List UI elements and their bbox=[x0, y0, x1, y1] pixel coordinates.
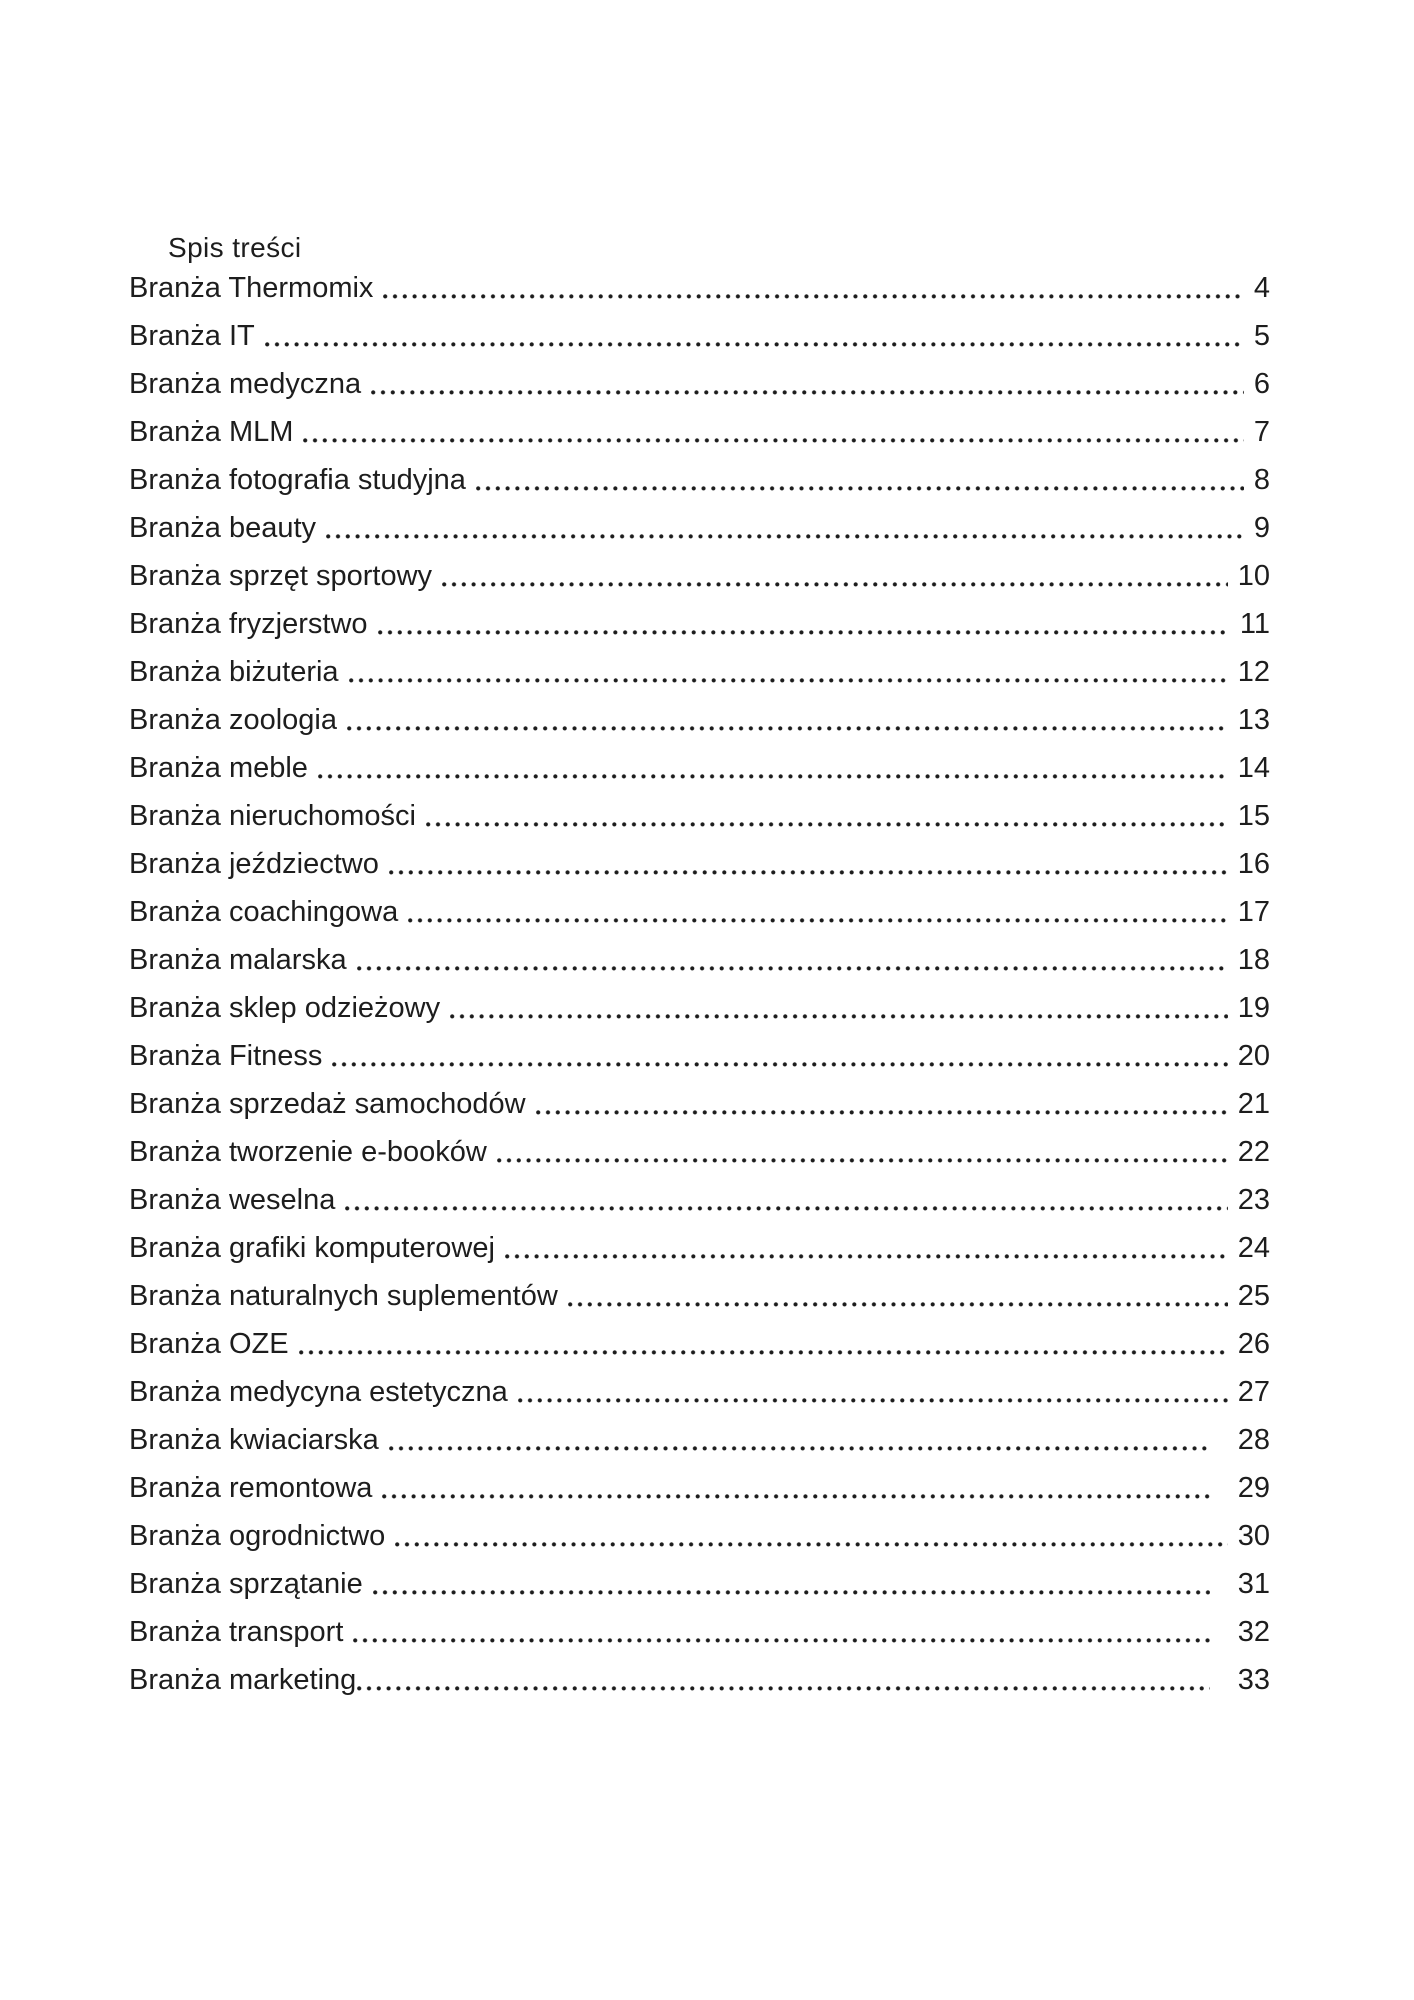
toc-entry-page-number: 4 bbox=[1253, 272, 1270, 304]
dot-leader bbox=[568, 1302, 1228, 1307]
toc-entry bbox=[129, 1128, 1270, 1176]
toc-entry-label: Branża beauty bbox=[129, 512, 317, 544]
toc-entry-label: Branża nieruchomości bbox=[129, 800, 416, 832]
toc-entry-page-number: 16 bbox=[1237, 848, 1270, 880]
toc-entry-label: Branża tworzenie e-booków bbox=[129, 1136, 487, 1168]
dot-leader bbox=[389, 870, 1228, 875]
toc-entry-page-number: 25 bbox=[1237, 1280, 1270, 1312]
toc-entry-label: Branża kwiaciarska bbox=[129, 1424, 379, 1456]
toc-entry-page-number: 14 bbox=[1237, 752, 1270, 784]
dot-leader bbox=[426, 822, 1228, 827]
toc-entry-page-number: 5 bbox=[1253, 320, 1270, 352]
toc-entry-page-number: 7 bbox=[1253, 416, 1270, 448]
toc-entry-label: Branża OZE bbox=[129, 1328, 289, 1360]
toc-entry-label: Branża Thermomix bbox=[129, 272, 374, 304]
table-of-contents bbox=[129, 264, 1270, 1704]
toc-entry-page-number: 31 bbox=[1237, 1568, 1270, 1600]
toc-entry bbox=[129, 1224, 1270, 1272]
toc-entry bbox=[129, 696, 1270, 744]
dot-leader bbox=[505, 1254, 1228, 1259]
toc-entry bbox=[129, 888, 1270, 936]
toc-entry-label: Branża fotografia studyjna bbox=[129, 464, 466, 496]
dot-leader bbox=[450, 1014, 1228, 1019]
toc-entry-label: Branża sprzątanie bbox=[129, 1568, 363, 1600]
toc-entry-page-number: 9 bbox=[1253, 512, 1270, 544]
toc-entry-page-number: 12 bbox=[1237, 656, 1270, 688]
toc-entry bbox=[129, 1032, 1270, 1080]
toc-entry-label: Branża jeździectwo bbox=[129, 848, 379, 880]
toc-entry-label: Branża fryzjerstwo bbox=[129, 608, 368, 640]
toc-entry-label: Branża sprzęt sportowy bbox=[129, 560, 433, 592]
dot-leader bbox=[265, 342, 1244, 347]
dot-leader bbox=[345, 1206, 1227, 1211]
toc-entry-label: Branża medyczna bbox=[129, 368, 362, 400]
toc-entry bbox=[129, 984, 1270, 1032]
toc-entry bbox=[129, 456, 1270, 504]
dot-leader bbox=[476, 486, 1244, 491]
toc-entry-label: Branża weselna bbox=[129, 1184, 336, 1216]
dot-leader bbox=[408, 918, 1228, 923]
toc-entry bbox=[129, 552, 1270, 600]
table-of-contents-section bbox=[129, 232, 1270, 1704]
dot-leader bbox=[353, 1638, 1209, 1643]
toc-entry-page-number: 30 bbox=[1237, 1520, 1270, 1552]
toc-entry-label: Branża meble bbox=[129, 752, 308, 784]
toc-entry bbox=[129, 312, 1270, 360]
dot-leader bbox=[347, 726, 1228, 731]
toc-entry bbox=[129, 1080, 1270, 1128]
toc-entry bbox=[129, 1464, 1270, 1512]
toc-entry bbox=[129, 1656, 1270, 1704]
toc-entry-page-number: 33 bbox=[1237, 1664, 1270, 1696]
toc-entry-label: Branża remontowa bbox=[129, 1472, 373, 1504]
dot-leader bbox=[395, 1542, 1227, 1547]
dot-leader bbox=[383, 294, 1243, 299]
toc-entry bbox=[129, 408, 1270, 456]
dot-leader bbox=[518, 1398, 1228, 1403]
toc-entry-label: Branża zoologia bbox=[129, 704, 337, 736]
toc-entry-page-number: 11 bbox=[1239, 608, 1270, 640]
dot-leader bbox=[442, 582, 1228, 587]
toc-entry-page-number: 21 bbox=[1237, 1088, 1270, 1120]
dot-leader bbox=[536, 1110, 1228, 1115]
toc-entry bbox=[129, 264, 1270, 312]
dot-leader bbox=[332, 1062, 1227, 1067]
toc-entry-label: Branża Fitness bbox=[129, 1040, 323, 1072]
toc-entry-label: Branża sklep odzieżowy bbox=[129, 992, 441, 1024]
dot-leader bbox=[318, 774, 1228, 779]
toc-entry-page-number: 24 bbox=[1237, 1232, 1270, 1264]
dot-leader bbox=[326, 534, 1244, 539]
toc-entry-label: Branża IT bbox=[129, 320, 255, 352]
toc-entry bbox=[129, 1560, 1270, 1608]
toc-entry-page-number: 15 bbox=[1237, 800, 1270, 832]
toc-entry-page-number: 28 bbox=[1237, 1424, 1270, 1456]
toc-entry bbox=[129, 648, 1270, 696]
toc-entry-page-number: 6 bbox=[1253, 368, 1270, 400]
dot-leader bbox=[497, 1158, 1228, 1163]
dot-leader bbox=[373, 1590, 1210, 1595]
toc-entry bbox=[129, 936, 1270, 984]
toc-entry-page-number: 17 bbox=[1237, 896, 1270, 928]
toc-entry-label: Branża MLM bbox=[129, 416, 294, 448]
toc-entry-label: Branża marketing bbox=[129, 1664, 357, 1696]
toc-entry bbox=[129, 1320, 1270, 1368]
toc-entry-page-number: 8 bbox=[1253, 464, 1270, 496]
toc-entry-page-number: 26 bbox=[1237, 1328, 1270, 1360]
toc-entry bbox=[129, 792, 1270, 840]
toc-entry-label: Branża grafiki komputerowej bbox=[129, 1232, 495, 1264]
toc-entry-page-number: 22 bbox=[1237, 1136, 1270, 1168]
toc-entry-label: Branża ogrodnictwo bbox=[129, 1520, 386, 1552]
toc-entry-label: Branża malarska bbox=[129, 944, 347, 976]
toc-entry bbox=[129, 504, 1270, 552]
dot-leader bbox=[349, 678, 1228, 683]
toc-entry-page-number: 27 bbox=[1237, 1376, 1270, 1408]
toc-entry-label: Branża sprzedaż samochodów bbox=[129, 1088, 526, 1120]
toc-entry bbox=[129, 1176, 1270, 1224]
dot-leader bbox=[357, 1686, 1209, 1691]
toc-entry-label: Branża biżuteria bbox=[129, 656, 339, 688]
toc-entry-label: Branża medycyna estetyczna bbox=[129, 1376, 508, 1408]
dot-leader bbox=[382, 1494, 1209, 1499]
toc-entry-page-number: 13 bbox=[1237, 704, 1270, 736]
toc-entry bbox=[129, 744, 1270, 792]
toc-entry bbox=[129, 600, 1270, 648]
toc-entry-page-number: 19 bbox=[1237, 992, 1270, 1024]
toc-entry-page-number: 18 bbox=[1237, 944, 1270, 976]
toc-entry-label: Branża naturalnych suplementów bbox=[129, 1280, 558, 1312]
toc-entry bbox=[129, 1368, 1270, 1416]
toc-entry bbox=[129, 1416, 1270, 1464]
toc-entry-page-number: 20 bbox=[1237, 1040, 1270, 1072]
dot-leader bbox=[303, 438, 1243, 443]
toc-entry-page-number: 23 bbox=[1237, 1184, 1270, 1216]
toc-entry-page-number: 32 bbox=[1237, 1616, 1270, 1648]
toc-title: Spis treści bbox=[168, 232, 302, 263]
toc-entry-page-number: 10 bbox=[1237, 560, 1270, 592]
toc-entry bbox=[129, 840, 1270, 888]
dot-leader bbox=[299, 1350, 1228, 1355]
toc-entry bbox=[129, 360, 1270, 408]
toc-entry bbox=[129, 1608, 1270, 1656]
toc-entry bbox=[129, 1272, 1270, 1320]
dot-leader bbox=[371, 390, 1244, 395]
dot-leader bbox=[357, 966, 1228, 971]
toc-entry-label: Branża coachingowa bbox=[129, 896, 399, 928]
dot-leader bbox=[378, 630, 1230, 635]
dot-leader bbox=[389, 1446, 1210, 1451]
toc-entry-label: Branża transport bbox=[129, 1616, 344, 1648]
toc-entry-page-number: 29 bbox=[1237, 1472, 1270, 1504]
toc-entry bbox=[129, 1512, 1270, 1560]
